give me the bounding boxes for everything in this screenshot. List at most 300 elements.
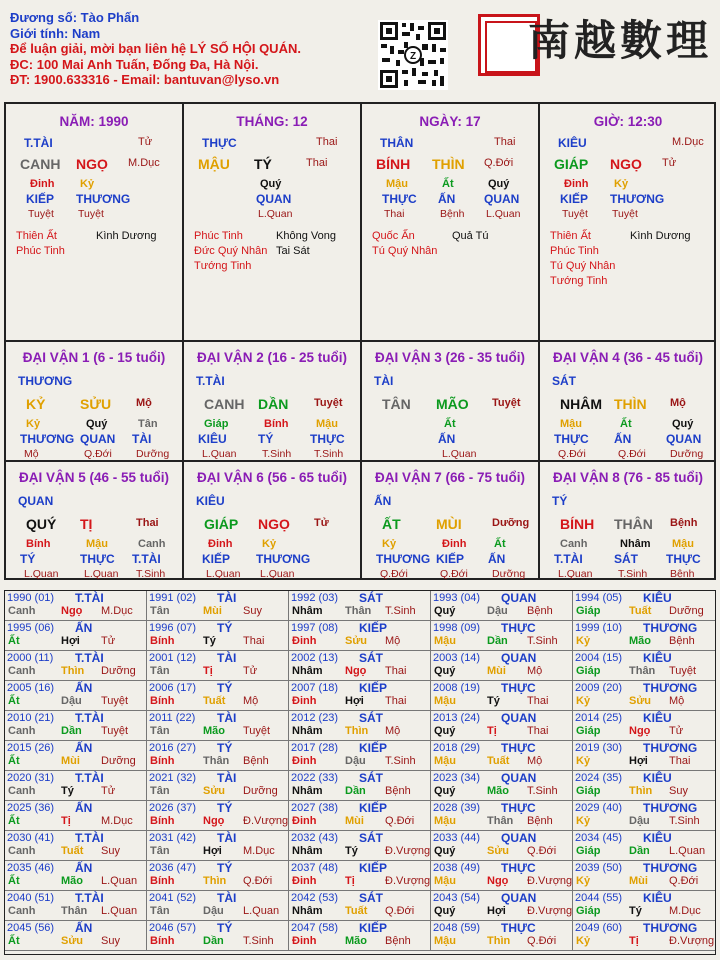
year-truong-sinh: Tử [101,785,116,797]
year-chi: Thân [629,665,656,677]
year-label: 1993 (04) [433,592,481,604]
year-can: Quý [434,605,456,617]
hidden-truong-sinh: Q.Đới [84,448,112,460]
year-can: Mậu [434,875,456,887]
year-cell [289,891,431,921]
year-star: THỰC [501,741,536,755]
year-can: Mậu [434,815,456,827]
hidden-stem: Mậu [86,538,108,550]
year-cell [147,921,289,951]
year-star: SÁT [359,651,383,665]
year-label: 2001 (12) [149,652,197,664]
year-star: TÀI [217,711,237,725]
year-truong-sinh: Đ.Vượng [669,935,715,947]
year-label: 2029 (40) [575,802,623,814]
year-label: 2009 (20) [575,682,623,694]
dai-van-truong-sinh: Tử [314,517,329,529]
year-truong-sinh: Bệnh [669,635,695,647]
year-truong-sinh: Đ.Vượng [385,875,431,887]
year-chi: Thân [487,815,514,827]
year-label: 2013 (24) [433,712,481,724]
hidden-star: ẤN [438,192,456,206]
year-cell [5,681,147,711]
year-can: Giáp [576,665,601,677]
year-can: Tân [150,905,170,917]
year-chi: Thân [61,905,88,917]
year-truong-sinh: Thai [385,665,407,677]
than-sat: Phúc Tinh [194,230,243,242]
year-truong-sinh: Mộ [527,755,543,767]
hidden-truong-sinh: L.Quan [258,208,293,220]
year-can: Quý [434,905,456,917]
year-truong-sinh: Đ.Vượng [243,815,289,827]
dai-van-chi: THÂN [614,516,653,532]
year-star: TÝ [217,801,233,815]
than-sat: Tú Quý Nhân [372,245,438,257]
year-cell [147,621,289,651]
year-truong-sinh: Tử [101,635,116,647]
year-star: KIẾP [359,861,388,875]
year-label: 2019 (30) [575,742,623,754]
year-can: Quý [434,785,456,797]
year-cell [289,831,431,861]
year-label: 1994 (05) [575,592,623,604]
than-sat: Thiên Ất [550,230,591,242]
year-can: Ất [8,695,20,707]
year-label: 2020 (31) [7,772,55,784]
year-cell [573,591,715,621]
year-chi: Tuất [487,755,510,767]
year-star: ẤN [75,621,93,635]
pillar-truong-sinh: Q.Đới [484,157,514,169]
year-can: Quý [434,845,456,857]
dai-van-can: TÂN [382,396,411,412]
year-can: Tân [150,725,170,737]
year-can: Giáp [576,905,601,917]
hidden-truong-sinh: L.Quan [260,568,295,580]
year-star: T.TÀI [75,831,104,845]
hidden-stem: Giáp [204,418,229,430]
year-chi: Tuất [345,905,368,917]
year-cell [573,801,715,831]
year-can: Bính [150,875,175,887]
pillar-truong-sinh-top: Tử [138,136,153,148]
year-star: QUAN [501,591,537,605]
brand-logo [478,10,716,76]
hidden-star: KIẾP [26,192,55,206]
year-truong-sinh: Dưỡng [669,605,704,617]
year-label: 2035 (46) [7,862,55,874]
hidden-star: ẤN [438,432,456,446]
year-truong-sinh: Đ.Vượng [527,905,573,917]
year-truong-sinh: Thai [527,725,549,737]
year-star: THƯƠNG [643,921,698,935]
year-can: Canh [8,665,36,677]
year-label: 2032 (43) [291,832,339,844]
year-can: Bính [150,815,175,827]
year-truong-sinh: Dưỡng [101,755,136,767]
year-can: Kỷ [576,815,591,827]
dai-van-can: BÍNH [560,516,595,532]
year-chi: Tuất [203,695,226,707]
year-can: Đinh [292,755,317,767]
year-chi: Ngọ [629,725,651,737]
year-chi: Tý [487,695,500,707]
year-truong-sinh: Dưỡng [243,785,278,797]
year-can: Bính [150,635,175,647]
year-chi: Mão [61,875,83,887]
year-chi: Thìn [61,665,85,677]
year-cell [573,741,715,771]
year-truong-sinh: Bệnh [243,755,269,767]
pillar-can: GIÁP [554,156,589,172]
year-chi: Dậu [345,755,366,767]
year-label: 2025 (36) [7,802,55,814]
year-star: SÁT [359,771,383,785]
year-chi: Tị [203,665,213,677]
year-truong-sinh: Tử [669,725,684,737]
year-can: Bính [150,695,175,707]
year-star: TÝ [217,861,233,875]
year-cell [289,651,431,681]
hidden-stem: Ất [494,538,506,550]
year-can: Canh [8,905,36,917]
hidden-truong-sinh: T.Sinh [314,448,344,460]
pillar-truong-sinh-top: Thai [316,136,338,148]
hidden-star: THỰC [80,552,115,566]
dai-van-star: T.TÀI [196,374,225,388]
hidden-star: THƯƠNG [256,552,311,566]
hidden-stem: Tân [138,418,158,430]
hidden-star: ẤN [614,432,632,446]
year-cell [431,831,573,861]
dai-van-truong-sinh: Mộ [136,397,152,409]
than-sat: Tú Quý Nhân [550,260,616,272]
year-truong-sinh: Mộ [385,725,401,737]
hidden-truong-sinh: T.Sinh [618,568,648,580]
year-star: SÁT [359,891,383,905]
year-cell [431,621,573,651]
hidden-star: KIÊU [198,432,227,446]
year-chi: Dậu [203,905,224,917]
hidden-star: THƯƠNG [610,192,665,206]
year-star: THỰC [501,801,536,815]
year-truong-sinh: T.Sinh [527,785,558,797]
dai-van-chi: MÙI [436,516,462,532]
hidden-star: THỰC [382,192,417,206]
year-truong-sinh: L.Quan [101,875,138,887]
year-truong-sinh: Tuyệt [101,725,129,737]
year-star: KIÊU [643,711,672,725]
year-chi: Thân [345,605,372,617]
hidden-truong-sinh: Tuyệt [562,208,588,220]
dai-van-can: GIÁP [204,516,239,532]
year-star: KIÊU [643,591,672,605]
pillar-chi: THÌN [432,156,465,172]
year-label: 1998 (09) [433,622,481,634]
year-label: 1999 (10) [575,622,623,634]
dai-van-chi: THÌN [614,396,647,412]
pillar-title: NĂM: 1990 [59,114,129,129]
hidden-stem: Quý [260,178,282,190]
year-truong-sinh: Thai [385,695,407,707]
year-star: T.TÀI [75,651,104,665]
year-can: Mậu [434,635,456,647]
year-label: 2027 (38) [291,802,339,814]
dai-van-star: QUAN [18,494,54,508]
year-star: KIẾP [359,621,388,635]
year-label: 2016 (27) [149,742,197,754]
pillar-truong-sinh: Tử [662,157,677,169]
than-sat: Đức Quý Nhân [194,245,268,257]
dai-van-title: ĐẠI VẬN 5 (46 - 55 tuổi) [18,470,170,485]
year-can: Ất [8,815,20,827]
year-star: ẤN [75,921,93,935]
year-can: Nhâm [292,785,323,797]
year-star: T.TÀI [75,711,104,725]
year-label: 2007 (18) [291,682,339,694]
year-label: 1990 (01) [7,592,55,604]
year-cell [289,591,431,621]
year-chi: Tị [345,875,355,887]
hidden-stem: Quý [86,418,108,430]
year-label: 2046 (57) [149,922,197,934]
hidden-star: THƯƠNG [376,552,431,566]
year-cell [147,681,289,711]
hidden-star: TÝ [20,552,36,566]
dai-van-star: TÀI [374,374,394,388]
hidden-truong-sinh: Dưỡng [136,448,170,460]
year-cell [431,591,573,621]
year-truong-sinh: L.Quan [243,905,280,917]
year-label: 2002 (13) [291,652,339,664]
year-chi: Tý [629,905,642,917]
year-cell [289,921,431,951]
dai-van-truong-sinh: Mộ [670,397,686,409]
hidden-stem: Quý [672,418,694,430]
pillar-title: GIỜ: 12:30 [593,114,663,129]
hidden-truong-sinh: L.Quan [206,568,241,580]
bazi-chart [4,102,716,580]
year-label: 2012 (23) [291,712,339,724]
year-label: 2049 (60) [575,922,623,934]
pillar-title: THÁNG: 12 [236,114,308,129]
year-cell [5,591,147,621]
dai-van-can: NHÂM [560,396,602,412]
year-cell [431,651,573,681]
pillar-truong-sinh-top: Thai [494,136,516,148]
hidden-star: TÀI [132,432,152,446]
dai-van-chi: NGỌ [258,516,290,532]
pillar-can: MẬU [198,156,230,172]
dai-van-can: KỶ [26,396,46,412]
year-truong-sinh: Bệnh [527,605,553,617]
year-label: 2038 (49) [433,862,481,874]
year-cell [289,681,431,711]
year-cell [147,831,289,861]
hidden-stem: Bính [26,538,51,550]
year-truong-sinh: Suy [669,785,688,797]
year-chi: Dần [203,935,224,947]
hidden-star: QUAN [256,192,292,206]
year-label: 2030 (41) [7,832,55,844]
year-star: T.TÀI [75,591,104,605]
year-chi: Tý [203,635,216,647]
hidden-stem: Nhâm [620,538,651,550]
year-star: T.TÀI [75,891,104,905]
hidden-star: THỰC [666,552,701,566]
year-label: 2003 (14) [433,652,481,664]
hidden-stem: Kỷ [80,178,95,190]
dai-van-chi: TỊ [80,516,93,532]
year-cell [5,651,147,681]
gender: Giới tính: Nam [10,25,101,41]
year-label: 2018 (29) [433,742,481,754]
year-chi: Dần [629,845,650,857]
hidden-stem: Mậu [672,538,694,550]
hidden-truong-sinh: Tuyệt [28,208,54,220]
year-chi: Mão [203,725,225,737]
year-truong-sinh: T.Sinh [243,935,274,947]
year-chi: Thìn [487,935,511,947]
year-cell [5,771,147,801]
year-star: TÝ [217,921,233,935]
year-chi: Sửu [61,935,84,947]
year-can: Quý [434,725,456,737]
hidden-stem: Kỷ [614,178,629,190]
year-cell [5,801,147,831]
year-can: Mậu [434,695,456,707]
dai-van-truong-sinh: Thai [136,517,159,529]
year-truong-sinh: Suy [101,845,120,857]
year-chi: Thìn [629,785,653,797]
year-can: Giáp [576,845,601,857]
year-label: 2022 (33) [291,772,339,784]
dai-van-can: ẤT [382,516,401,532]
dai-van-title: ĐẠI VẬN 7 (66 - 75 tuổi) [374,470,526,485]
hidden-star: THƯƠNG [76,192,131,206]
year-cell [5,711,147,741]
year-chi: Thìn [203,875,227,887]
year-can: Canh [8,785,36,797]
hidden-truong-sinh: L.Quan [24,568,59,580]
hidden-star: THỰC [310,432,345,446]
hidden-stem: Mậu [316,418,338,430]
than-sat: Phúc Tinh [16,245,65,257]
year-can: Nhâm [292,665,323,677]
year-cell [289,771,431,801]
than-sat: Kình Dương [96,230,157,242]
year-chi: Mùi [61,755,80,767]
than-sat: Tướng Tinh [550,275,608,287]
year-star: TÀI [217,771,237,785]
year-label: 2037 (48) [291,862,339,874]
hidden-truong-sinh: T.Sinh [136,568,166,580]
year-truong-sinh: Bệnh [385,785,411,797]
year-chi: Hợi [487,905,506,917]
year-truong-sinh: Q.Đới [527,935,557,947]
year-star: TÀI [217,651,237,665]
year-can: Ất [8,875,20,887]
year-chi: Hợi [61,635,80,647]
year-label: 2026 (37) [149,802,197,814]
year-label: 2028 (39) [433,802,481,814]
year-chi: Mão [345,935,367,947]
year-star: ẤN [75,681,93,695]
year-chi: Ngọ [203,815,225,827]
year-truong-sinh: Tử [243,665,258,677]
year-chi: Thân [203,755,230,767]
hidden-stem: Kỷ [26,418,41,430]
pillar-chi: NGỌ [76,156,108,172]
year-chi: Ngọ [61,605,83,617]
year-star: TÀI [217,831,237,845]
hidden-stem: Canh [560,538,588,550]
year-cell [147,771,289,801]
owner-name: Đương số: Tào Phấn [10,10,140,25]
year-star: ẤN [75,741,93,755]
hidden-star: KIẾP [436,552,465,566]
year-cell [573,651,715,681]
year-can: Tân [150,605,170,617]
hidden-stem: Ất [442,178,454,190]
year-star: QUAN [501,651,537,665]
hidden-truong-sinh: Bệnh [440,208,465,220]
year-star: QUAN [501,771,537,785]
dai-van-truong-sinh: Tuyệt [314,397,343,409]
year-star: THƯƠNG [643,621,698,635]
year-truong-sinh: Tuyệt [243,725,271,737]
year-cell [573,771,715,801]
hidden-truong-sinh: L.Quan [442,448,477,460]
year-star: TÝ [217,681,233,695]
year-label: 2034 (45) [575,832,623,844]
year-cell [573,921,715,951]
year-label: 2047 (58) [291,922,339,934]
year-star: TÝ [217,621,233,635]
year-cell [289,861,431,891]
year-chi: Mùi [203,605,222,617]
year-can: Giáp [576,725,601,737]
hidden-truong-sinh: L.Quan [558,568,593,580]
year-label: 1996 (07) [149,622,197,634]
year-star: ẤN [75,861,93,875]
hidden-stem: Đinh [30,178,55,190]
year-table [4,590,716,955]
pillar-star: T.TÀI [24,136,53,150]
year-label: 2014 (25) [575,712,623,724]
year-cell [573,831,715,861]
year-can: Canh [8,845,36,857]
year-can: Đinh [292,635,317,647]
year-cell [431,891,573,921]
year-can: Giáp [576,785,601,797]
year-can: Ất [8,935,20,947]
year-chi: Mùi [629,875,648,887]
year-cell [431,801,573,831]
hidden-stem: Đinh [442,538,467,550]
hidden-stem: Ất [444,418,456,430]
pillar-chi: NGỌ [610,156,642,172]
year-cell [431,711,573,741]
hidden-star: KIẾP [560,192,589,206]
year-star: KIÊU [643,891,672,905]
year-can: Đinh [292,935,317,947]
year-truong-sinh: Q.Đới [243,875,273,887]
year-chi: Dậu [487,605,508,617]
year-star: TÀI [217,891,237,905]
pillar-star: THÂN [380,136,414,150]
